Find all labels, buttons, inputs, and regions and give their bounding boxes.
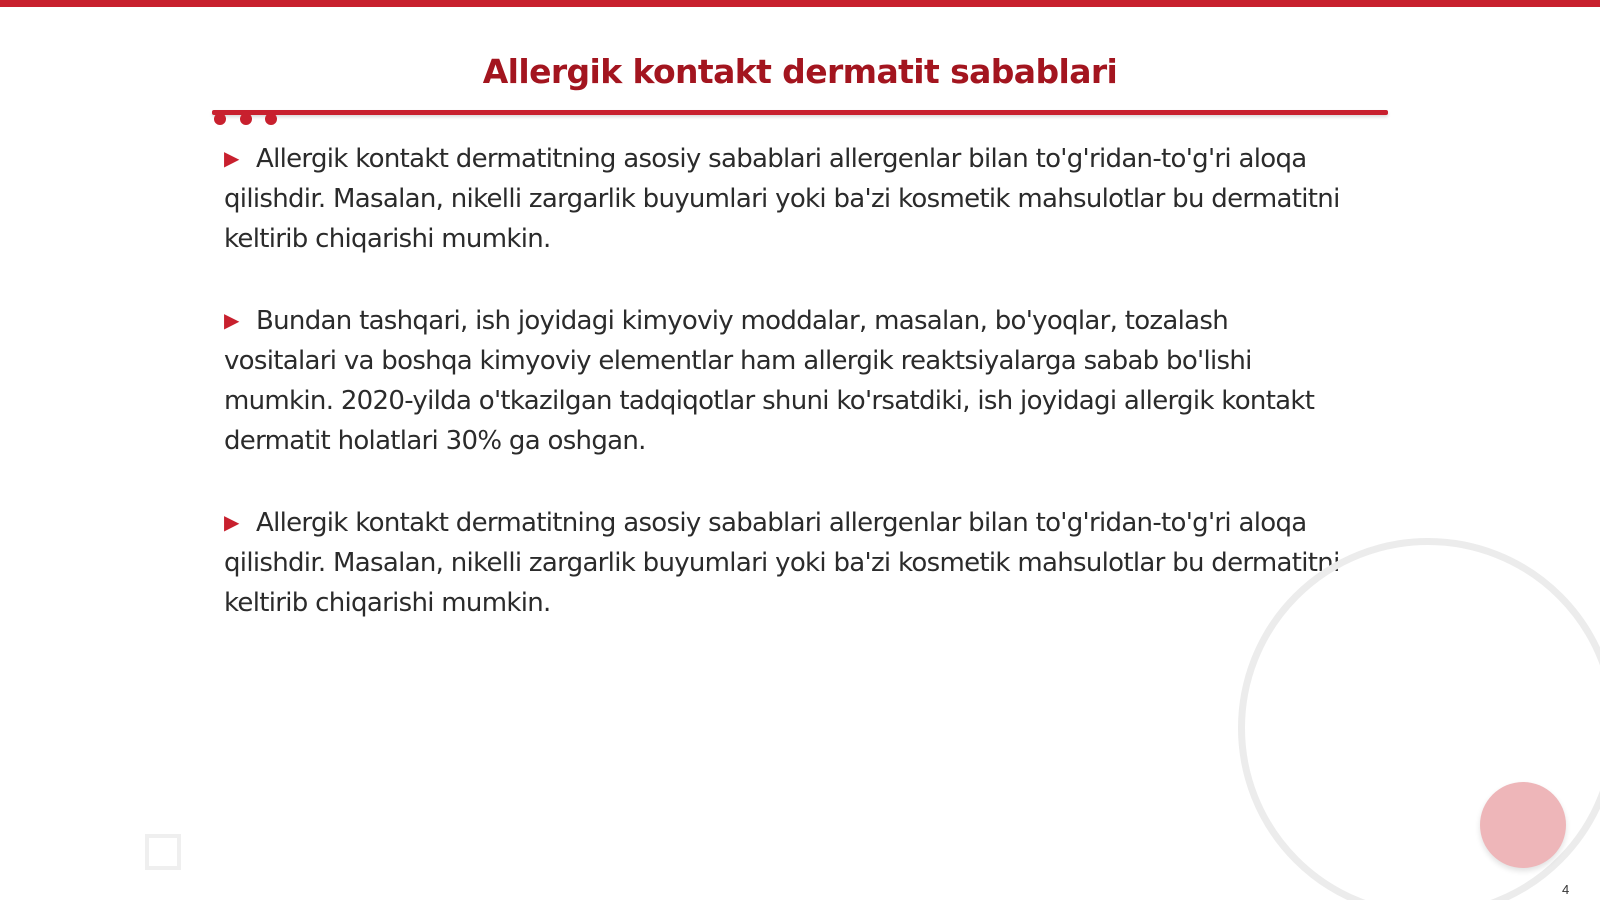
bullet-text: Allergik kontakt dermatitning asosiy sabablari allergenlar bilan to'g'ridan-to'g'ri aloqa qilishdir. Masalan, nikelli zargarlik buyumlari yoki ba'zi kosmetik mahsulotlar bu dermatitni keltirib chiqarishi mumkin. (224, 508, 1340, 618)
decorative-square (145, 834, 181, 870)
bullet-item (224, 138, 1344, 259)
top-accent-bar (0, 0, 1600, 7)
bullet-text: Bundan tashqari, ish joyidagi kimyoviy moddalar, masalan, bo'yoqlar, tozalash vositalari va boshqa kimyoviy elementlar ham allergik reaktsiyalarga sabab bo'lishi mumkin. 2020-yilda o'tkazilgan tadqiqotlar shuni ko'rsatdiki, ish joyidagi allergik kontakt dermatit holatlari 30% ga oshgan. (224, 306, 1315, 456)
decorative-pink-circle (1480, 782, 1566, 868)
bullet-item (224, 502, 1344, 623)
underline-dot (214, 113, 226, 125)
bullet-arrow-icon: ▶ (224, 146, 239, 170)
bullet-text: Allergik kontakt dermatitning asosiy sabablari allergenlar bilan to'g'ridan-to'g'ri aloqa qilishdir. Masalan, nikelli zargarlik buyumlari yoki ba'zi kosmetik mahsulotlar bu dermatitni keltirib chiqarishi mumkin. (224, 144, 1340, 254)
slide-title: Allergik kontakt dermatit sabablari (482, 52, 1118, 91)
page-number: 4 (1562, 882, 1570, 897)
underline-dot (265, 113, 277, 125)
title-underline (212, 110, 1388, 115)
bullet-item (224, 300, 1344, 461)
underline-dot (240, 113, 252, 125)
bullet-list (224, 138, 1344, 664)
bullet-arrow-icon: ▶ (224, 308, 239, 332)
bullet-arrow-icon: ▶ (224, 510, 239, 534)
